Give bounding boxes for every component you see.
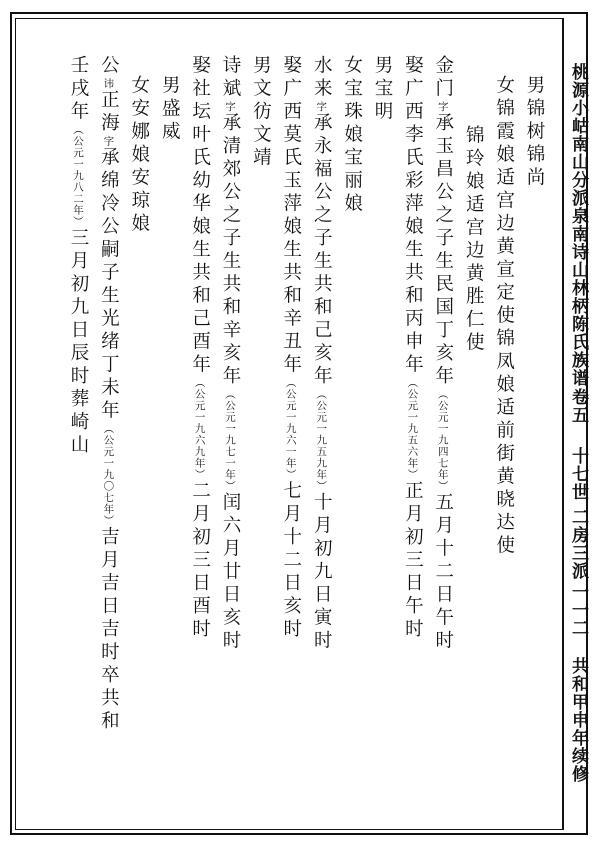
text-column-4: 金门字承玉昌公之子生民国丁亥年（公元一九四七年）五月十二日午时 xyxy=(432,55,454,653)
text-column-2: 女锦霞娘适宫边黄宣定使锦凤娘适前街黄晓达使 xyxy=(493,75,515,558)
text-column-12: 娶社坛叶氏幼华娘生共和己酉年（公元一九六九年）二月初三日酉时 xyxy=(189,55,211,642)
text-column-9: 娶广西莫氏玉萍娘生共和辛丑年（公元一九六一年）七月十二日亥时 xyxy=(280,55,302,642)
genealogy-title: 桃源小岵南山分派泉南诗山林柄陈氏族谱 xyxy=(568,63,588,387)
header-divider xyxy=(563,18,564,830)
text-column-1: 男锦树锦尚 xyxy=(524,75,545,190)
text-column-10: 男文彷文靖 xyxy=(250,55,272,170)
text-column-5: 娶广西李氏彩萍娘生共和丙申年（公元一九五六年）正月初三日午时 xyxy=(402,55,424,642)
text-column-8: 水来字承永福公之子生共和己亥年（公元一九五九年）十月初九日寅时 xyxy=(311,55,333,653)
text-column-15: 公讳正海字承绵冷公嗣子生光绪丁未年（公元一九〇七年）吉月吉日吉时卒共和 xyxy=(98,55,120,734)
volume-label: 卷五 xyxy=(568,388,588,424)
page-header xyxy=(565,55,591,825)
text-column-7: 女宝珠娘宝丽娘 xyxy=(341,55,363,216)
edition-label: 共和甲申年续修 xyxy=(568,657,588,783)
text-column-6: 男宝明 xyxy=(372,55,393,124)
text-column-13: 男盛威 xyxy=(159,75,181,144)
text-column-14: 女安娜娘安琼娘 xyxy=(128,75,150,236)
generation-branch-label: 十七世 二房三派 xyxy=(568,447,588,580)
text-column-16: 壬戌年（公元一九八二年）三月初九日辰时葬崎山 xyxy=(68,55,89,458)
text-column-3: 锦玲娘适宫边黄胜仁使 xyxy=(463,125,485,355)
page-number: 一一二 xyxy=(568,583,588,637)
text-column-11: 诗斌字承清郊公之子生共和辛亥年（公元一九七一年）闰六月廿日亥时 xyxy=(220,55,241,653)
